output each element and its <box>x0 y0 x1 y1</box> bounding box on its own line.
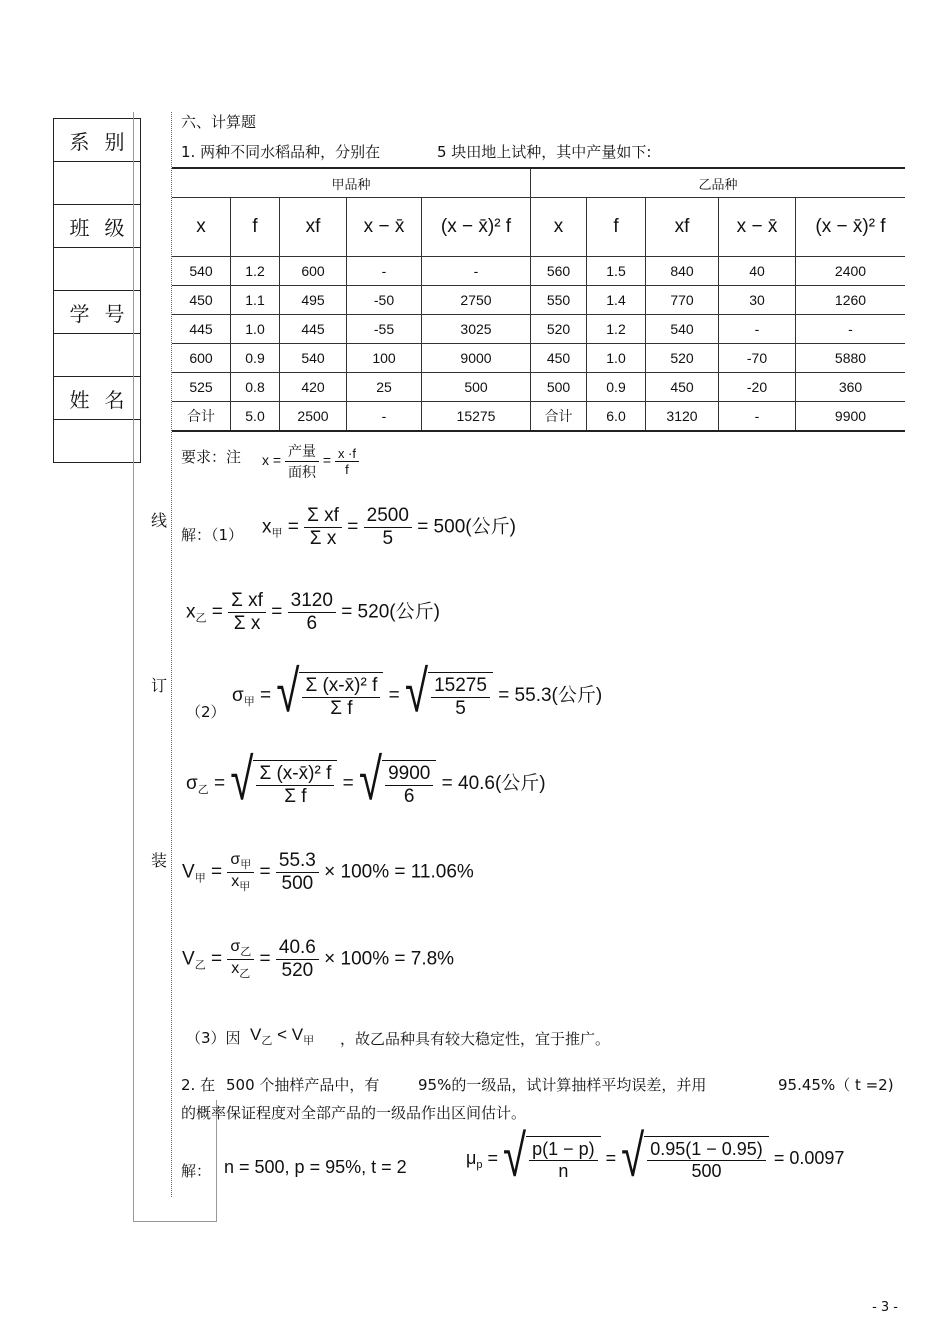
col-header: xf <box>646 198 719 257</box>
table-cell: 540 <box>172 257 231 286</box>
table-cell: 550 <box>531 286 587 315</box>
table-row <box>172 257 905 286</box>
q2-given: n = 500, p = 95%, t = 2 <box>224 1157 407 1177</box>
margin-line-bottom <box>133 1221 217 1222</box>
table-cell: 5880 <box>796 344 906 373</box>
q2-formula: $\mu_p$ = √ $\frac{p(1 - p)}{n}$ = √ $\frac{0.95(1 - 0.95)}{500}$ = 0.0097 <box>466 1122 845 1189</box>
table-row <box>172 344 905 373</box>
col-header: (x − x̄)² f <box>796 198 906 257</box>
q2-line1-b: 500 个抽样产品中，有 <box>226 1076 380 1094</box>
q2-line1-a: 2. 在 <box>181 1076 216 1094</box>
info-class: 班 级 <box>54 205 140 248</box>
table-cell: 25 <box>347 373 422 402</box>
table-cell: 520 <box>531 315 587 344</box>
q2-line2: 的概率保证程度对全部产品的一级品作出区间估计。 <box>181 1104 527 1122</box>
table-cell: 500 <box>422 373 531 402</box>
info-dept: 系 别 <box>54 119 140 162</box>
table-cell: -70 <box>719 344 796 373</box>
page-number: - 3 - <box>872 1300 898 1315</box>
solution-label-2: （2） <box>186 703 226 721</box>
solution-label-1: 解：（1） <box>181 526 244 544</box>
col-header: x − x̄ <box>719 198 796 257</box>
table-group-a: 甲品种 <box>172 168 531 198</box>
info-name: 姓 名 <box>54 377 140 420</box>
table-cell: - <box>719 402 796 432</box>
table-cell: 2750 <box>422 286 531 315</box>
col-header: f <box>231 198 280 257</box>
formula-v-jia: $V_甲$ = $\frac{\sigma_甲}{x_甲}$ = $\frac{55.3}{500}$ × 100% = 11.06% <box>182 850 474 894</box>
formula-v-yi: $V_乙$ = $\frac{\sigma_乙}{x_乙}$ = $\frac{40.6}{520}$ × 100% = 7.8% <box>182 937 455 981</box>
table-cell: 5.0 <box>231 402 280 432</box>
table-cell: 445 <box>280 315 347 344</box>
table-cell: 520 <box>646 344 719 373</box>
formula-sigma-jia: $\sigma_甲$ = √ $\frac{\text{Σ (x-x̄)² f}}{\text{Σ f}}$ = √ $\frac{15275}{5}$ = 55.3(公斤) <box>232 658 603 724</box>
table-cell: 合计 <box>531 402 587 432</box>
table-cell: 3120 <box>646 402 719 432</box>
table-cell: 420 <box>280 373 347 402</box>
table-row <box>172 315 905 344</box>
table-cell: 9000 <box>422 344 531 373</box>
binding-char-xian: 线 <box>151 511 168 530</box>
table-cell: 2400 <box>796 257 906 286</box>
yield-table <box>172 167 905 432</box>
table-cell: 1.0 <box>231 315 280 344</box>
table-cell: 2500 <box>280 402 347 432</box>
table-cell: 445 <box>172 315 231 344</box>
table-cell: 495 <box>280 286 347 315</box>
table-cell: -20 <box>719 373 796 402</box>
table-cell: 540 <box>646 315 719 344</box>
table-cell: 1260 <box>796 286 906 315</box>
table-cell: 100 <box>347 344 422 373</box>
info-dept-blank <box>54 162 140 205</box>
table-cell: 600 <box>280 257 347 286</box>
formula-sigma-yi: $\sigma_乙$ = √ $\frac{\text{Σ (x-x̄)² f}}{\text{Σ f}}$ = √ $\frac{9900}{6}$ = 40.6(公斤) <box>186 746 546 812</box>
table-cell: 560 <box>531 257 587 286</box>
part3-conclusion: ，故乙品种具有较大稳定性，宜于推广。 <box>340 1030 611 1048</box>
table-cell: 450 <box>531 344 587 373</box>
student-info-box <box>53 118 141 463</box>
q2-line1-d: 95.45%（ t =2) <box>778 1076 894 1094</box>
table-group-b: 乙品种 <box>531 168 906 198</box>
table-cell: 40 <box>719 257 796 286</box>
table-cell: 合计 <box>172 402 231 432</box>
table-cell: 6.0 <box>587 402 646 432</box>
table-cell: 0.8 <box>231 373 280 402</box>
binding-char-zhuang: 装 <box>151 851 168 870</box>
table-cell: - <box>719 315 796 344</box>
requirement-label: 要求：注 <box>181 448 242 466</box>
info-id-blank <box>54 334 140 377</box>
table-cell: 1.1 <box>231 286 280 315</box>
section-title: 六、计算题 <box>181 113 257 131</box>
table-cell: 525 <box>172 373 231 402</box>
table-cell: 1.0 <box>587 344 646 373</box>
col-header: f <box>587 198 646 257</box>
table-cell: -55 <box>347 315 422 344</box>
table-cell: - <box>347 257 422 286</box>
table-cell: 15275 <box>422 402 531 432</box>
info-name-blank <box>54 420 140 463</box>
part3-label: （3）因 <box>186 1029 241 1047</box>
margin-line-left <box>133 112 134 1222</box>
formula-mean-jia: $x_甲$ = $\frac{\text{Σ xf}}{\text{Σ x}}$ = $\frac{2500}{5}$ = 500(公斤) <box>262 505 516 549</box>
table-cell: - <box>422 257 531 286</box>
col-header: x <box>531 198 587 257</box>
table-cell: 0.9 <box>231 344 280 373</box>
table-cell: 9900 <box>796 402 906 432</box>
table-cell: - <box>796 315 906 344</box>
table-cell: 30 <box>719 286 796 315</box>
table-body <box>172 257 905 432</box>
col-header: x − x̄ <box>347 198 422 257</box>
requirement-formula: x = $\frac{\text{产量}}{\text{面积}}$ = $\frac{x \cdot f}{f}$ <box>262 441 359 482</box>
table-cell: 1.2 <box>587 315 646 344</box>
table-cell: 1.4 <box>587 286 646 315</box>
table-row <box>172 402 905 432</box>
table-cell: -50 <box>347 286 422 315</box>
q2-solution-label: 解： <box>181 1162 212 1180</box>
table-cell: 450 <box>646 373 719 402</box>
table-cell: 500 <box>531 373 587 402</box>
info-class-blank <box>54 248 140 291</box>
table-row <box>172 373 905 402</box>
table-cell: 840 <box>646 257 719 286</box>
info-id: 学 号 <box>54 291 140 334</box>
table-cell: 540 <box>280 344 347 373</box>
table-cell: 600 <box>172 344 231 373</box>
table-cell: - <box>347 402 422 432</box>
binding-char-ding: 订 <box>151 676 168 695</box>
table-cell: 360 <box>796 373 906 402</box>
col-header: xf <box>280 198 347 257</box>
table-cell: 1.5 <box>587 257 646 286</box>
table-cell: 0.9 <box>587 373 646 402</box>
table-cell: 770 <box>646 286 719 315</box>
col-header: x <box>172 198 231 257</box>
formula-mean-yi: $x_乙$ = $\frac{\text{Σ xf}}{\text{Σ x}}$ = $\frac{3120}{6}$ = 520(公斤) <box>186 590 440 634</box>
table-cell: 1.2 <box>231 257 280 286</box>
table-cell: 3025 <box>422 315 531 344</box>
q2-line1-c: 95%的一级品，试计算抽样平均误差，并用 <box>418 1076 707 1094</box>
q1-intro-a: 1. 两种不同水稻品种，分别在 <box>181 143 381 161</box>
col-header: (x − x̄)² f <box>422 198 531 257</box>
table-cell: 450 <box>172 286 231 315</box>
table-row <box>172 286 905 315</box>
q1-intro-b: 5 块田地上试种，其中产量如下: <box>437 143 652 161</box>
part3-comparison: $V_乙 < V_甲$ <box>250 1025 315 1047</box>
